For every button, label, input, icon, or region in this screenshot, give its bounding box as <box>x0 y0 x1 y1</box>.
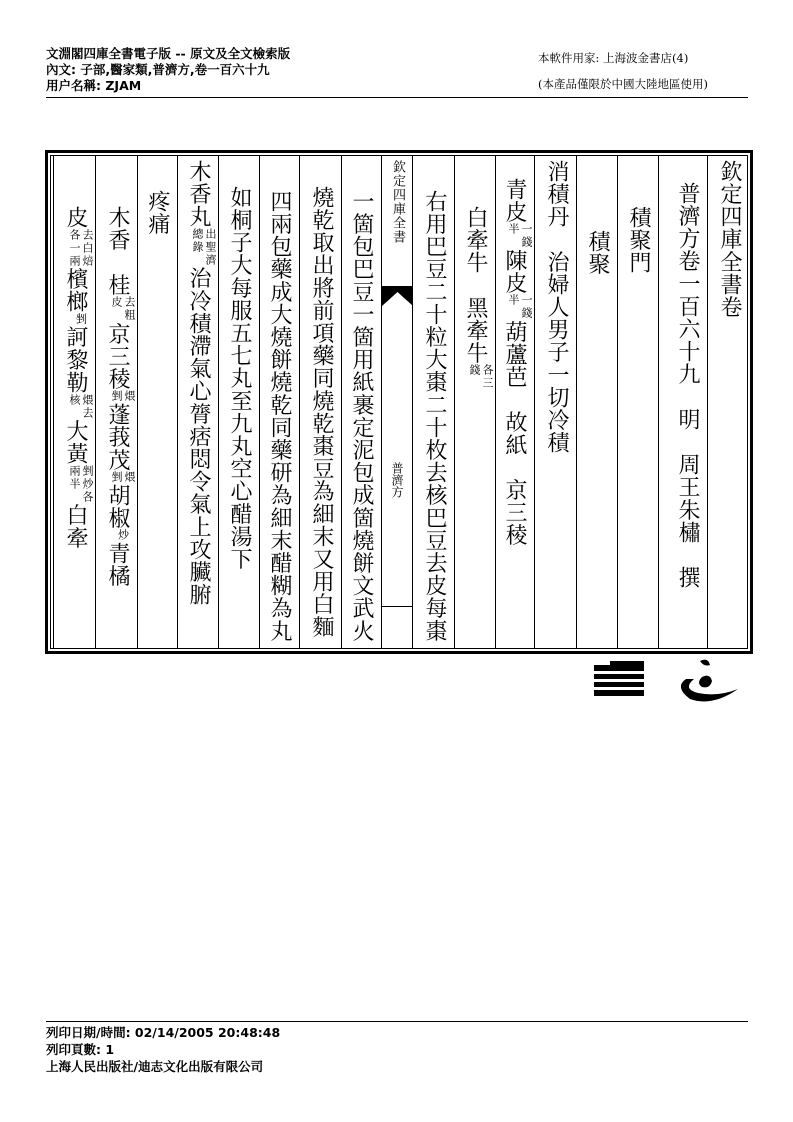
header-content-path: 內文: 子部,醫家類,普濟方,卷一百六十九 <box>46 62 270 77</box>
header-licensee: 本軟件用家: 上海波金書店(4) <box>538 51 689 65</box>
text-column <box>576 156 617 648</box>
annotation-note: 煨去核 <box>68 393 94 420</box>
annotation-note: 煨剉 <box>110 390 136 404</box>
column-text <box>496 178 534 546</box>
annotation-note: 煨剉 <box>110 471 136 485</box>
main-text: 普濟方卷一百六十九 明 周王朱橚 撰 <box>675 182 700 589</box>
column-text <box>178 160 218 606</box>
column-text <box>342 190 381 642</box>
main-text: 一箇包巴豆一箇用紙裹定泥包成箇燒餅文武火 <box>349 190 374 642</box>
text-column <box>534 156 576 648</box>
column-text <box>577 230 617 275</box>
header-region-notice: (本產品僅限於中國大陸地區使用) <box>538 77 708 91</box>
header-divider <box>46 97 748 98</box>
text-column <box>412 156 454 648</box>
column-text <box>54 206 95 549</box>
annotation-note: 炒 <box>116 529 130 543</box>
main-text: 積聚 <box>585 230 610 276</box>
main-text: 欽定四庫全書卷 <box>717 160 742 319</box>
text-column <box>454 156 495 648</box>
main-text: 白牽牛 黑牽牛 <box>463 206 488 365</box>
text-column <box>617 156 658 648</box>
fishtail-mark-icon <box>382 286 413 306</box>
main-text: 青橘 <box>105 542 130 588</box>
main-text: 消積丹 治婦人男子一切冷積 <box>544 160 569 454</box>
column-text <box>708 160 749 318</box>
text-column <box>658 156 707 648</box>
text-columns <box>50 155 748 649</box>
annotation-note: 去粗皮 <box>110 296 136 323</box>
column-text <box>413 190 454 642</box>
column-text <box>455 206 495 390</box>
footer-divider <box>46 1021 748 1022</box>
main-text: 訶黎勒 <box>63 325 88 394</box>
main-text: 大黃 <box>63 419 88 465</box>
fold-divider-bottom <box>382 606 412 607</box>
fold-column <box>381 156 412 648</box>
main-text: 葫蘆芭 故紙 京三稜 <box>502 320 527 547</box>
column-text <box>219 186 259 570</box>
print-page-count: 列印頁數: 1 <box>46 1042 115 1057</box>
column-text <box>300 186 341 638</box>
main-text: 疼痛 <box>145 190 170 236</box>
main-text: 四兩包藥成大燒餅燒乾同藥研為細末醋糊為丸 <box>267 190 292 642</box>
page-frame <box>45 150 753 654</box>
annotation-note: 一錢半 <box>507 294 533 321</box>
column-text <box>138 190 177 235</box>
main-text: 右用巴豆二十粒大棗二十枚去核巴豆去皮每棗 <box>422 190 447 642</box>
header-username: 用户名稱: ZJAM <box>46 78 142 93</box>
main-text: 胡椒 <box>105 484 130 530</box>
annotation-note: 剉 <box>74 312 88 326</box>
annotation-note: 剉炒各兩半 <box>68 464 94 504</box>
text-column <box>495 156 534 648</box>
main-text: 治冷積滯氣心膂痞悶令氣上攻臟腑 <box>186 266 211 606</box>
text-column <box>218 156 259 648</box>
text-column <box>707 156 749 648</box>
fold-book-title: 欽定四庫全書 <box>390 160 405 244</box>
publisher-seal-logo <box>590 655 750 707</box>
main-text: 京三稜 <box>105 322 130 391</box>
annotation-note: 去白焙各一兩 <box>68 228 94 268</box>
text-column <box>299 156 341 648</box>
main-text: 皮 <box>63 206 88 229</box>
column-text <box>96 206 137 587</box>
main-text: 如桐子大每服五七丸至九丸空心醋湯下 <box>227 186 252 571</box>
text-column <box>177 156 218 648</box>
text-column <box>95 156 137 648</box>
column-text <box>618 206 658 274</box>
text-column <box>341 156 381 648</box>
main-text: 陳皮 <box>502 249 527 295</box>
main-text: 青皮 <box>502 178 527 224</box>
column-text <box>535 160 576 454</box>
annotation-note: 出聖濟總錄 <box>191 227 217 267</box>
column-text <box>659 182 707 589</box>
main-text: 木香丸 <box>186 160 211 228</box>
text-column <box>259 156 299 648</box>
header-title: 文淵閣四庫全書電子版 -- 原文及全文檢索版 <box>46 46 291 61</box>
publisher-credit: 上海人民出版社/迪志文化出版有限公司 <box>46 1059 264 1074</box>
main-text: 蓬莪茂 <box>105 403 130 472</box>
main-text: 檳榔 <box>63 267 88 313</box>
column-text <box>260 190 299 642</box>
text-column <box>53 156 95 648</box>
fold-section-title: 普濟方 <box>390 462 404 498</box>
main-text: 木香 桂 <box>105 206 130 297</box>
main-text: 積聚門 <box>626 206 651 274</box>
main-text: 白牽 <box>63 503 88 550</box>
annotation-note: 各三錢 <box>468 364 494 391</box>
text-column <box>137 156 177 648</box>
print-datetime: 列印日期/時間: 02/14/2005 20:48:48 <box>46 1025 281 1040</box>
annotation-note: 一錢半 <box>507 223 533 250</box>
main-text: 燒乾取出將前項藥同燒乾棗豆為細末又用白麵 <box>309 186 334 638</box>
